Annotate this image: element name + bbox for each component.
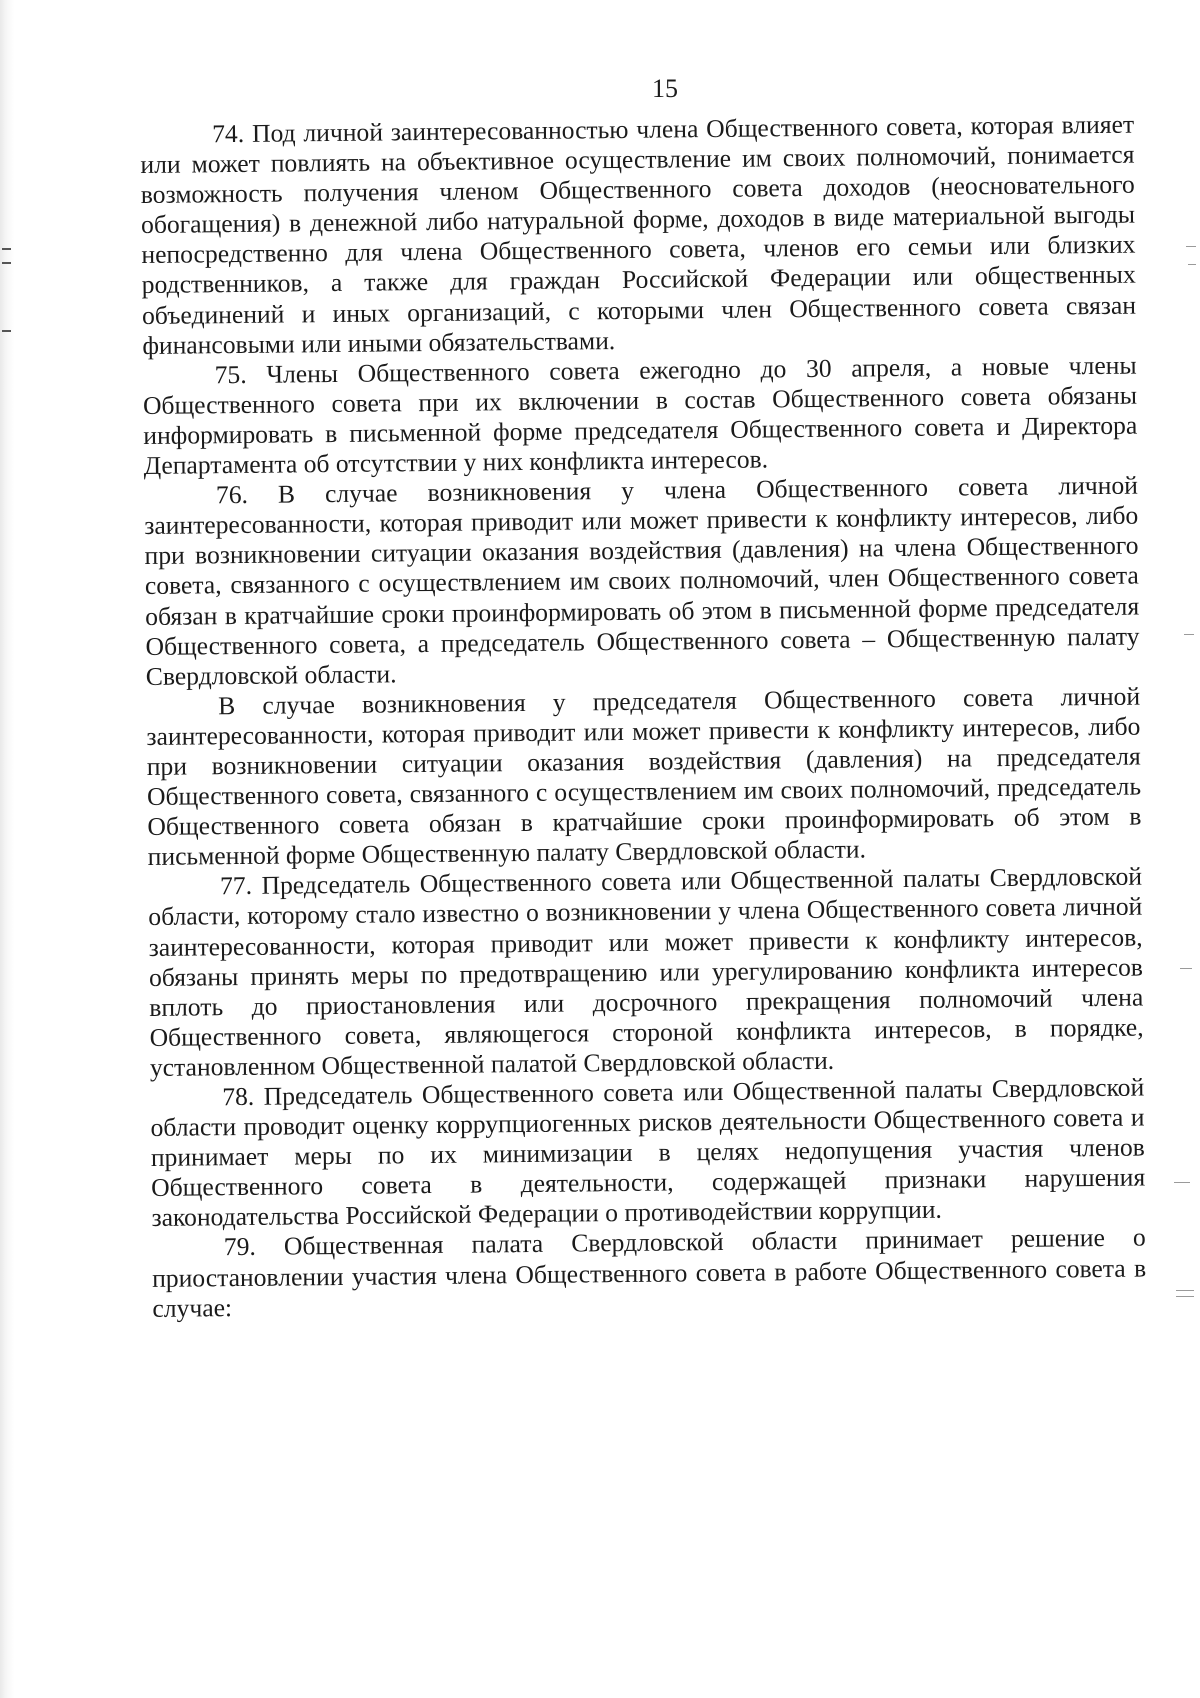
scan-mark (1174, 1182, 1190, 1183)
paragraph-77: 77. Председатель Общественного совета или Общественной палаты Свердловской области, которому стало известно о возникновении у члена Общественного совета личной заинтересованности, которая приводит или может привести к конфликту интересов, обязаны принять меры по предотвращению или урегулированию конфликта интересов вплоть до приостановления или досрочного прекращения полномочий члена Общественного совета, являющегося стороной конфликта интересов, в порядке, установленном Общественной палатой Свердловской области. (148, 861, 1144, 1082)
scan-mark (1176, 1296, 1194, 1297)
paragraph-74: 74. Под личной заинтересованностью члена Общественного совета, которая влияет или может повлиять на объективное осуществление им своих полномочий, понимается возможность получения членом Общественного совета доходов (неосновательного обогащения) в денежной либо натуральной форме, доходов в виде материальной выгоды непосредственно для члена Общественного совета, членов его семьи или близких родственников, а также для граждан Российской Федерации или общественных объединений и иных организаций, с которыми член Общественного совета связан финансовыми или иными обязательствами. (140, 109, 1137, 360)
scan-mark (2, 330, 11, 332)
scan-left-edge (0, 0, 14, 1698)
paragraph-76-chair: В случае возникновения у председателя Общественного совета личной заинтересованности, которая приводит или может привести к конфликту интересов, либо при возникновении ситуации оказания воздействия (давления) на председателя Общественного совета, связанного с осуществлением им своих полномочий, председатель Общественного совета обязан в кратчайшие сроки проинформировать об этом в письменной форме Общественную палату Свердловской области. (146, 681, 1142, 872)
document-body (140, 110, 1147, 1324)
paragraph-75: 75. Члены Общественного совета ежегодно до 30 апреля, а новые члены Общественного совета при их включении в состав Общественного совета обязаны информировать в письменной форме председателя Общественного совета и Директора Департамента об отсутствии у них конфликта интересов. (142, 350, 1138, 481)
scan-mark (1184, 634, 1194, 635)
scan-mark (2, 248, 11, 250)
scan-mark (1180, 968, 1192, 969)
paragraph-79: 79. Общественная палата Свердловской области принимает решение о приостановлении участия члена Общественного совета в работе Общественного совета в случае: (151, 1222, 1147, 1323)
scan-right-edge (1170, 0, 1200, 1698)
scan-mark (1176, 1290, 1194, 1291)
paragraph-76: 76. В случае возникновения у члена Общественного совета личной заинтересованности, которая приводит или может привести к конфликту интересов, либо при возникновении ситуации оказания воздействия (давления) на члена Общественного совета, связанного с осуществлением им своих полномочий, член Общественного совета обязан в кратчайшие сроки проинформировать об этом в письменной форме председателя Общественного совета, а председатель Общественного совета – Общественную палату Свердловской области. (144, 470, 1140, 691)
scan-mark (2, 262, 11, 264)
scan-mark (1188, 264, 1196, 265)
scan-mark (1186, 246, 1196, 247)
paragraph-78: 78. Председатель Общественного совета или Общественной палаты Свердловской области проводит оценку коррупциогенных рисков деятельности Общественного совета и принимает меры по их минимизации в целях недопущения участия членов Общественного совета в деятельности, содержащей признаки нарушения законодательства Российской Федерации о противодействии коррупции. (150, 1072, 1146, 1233)
page-number: 15 (652, 74, 678, 103)
